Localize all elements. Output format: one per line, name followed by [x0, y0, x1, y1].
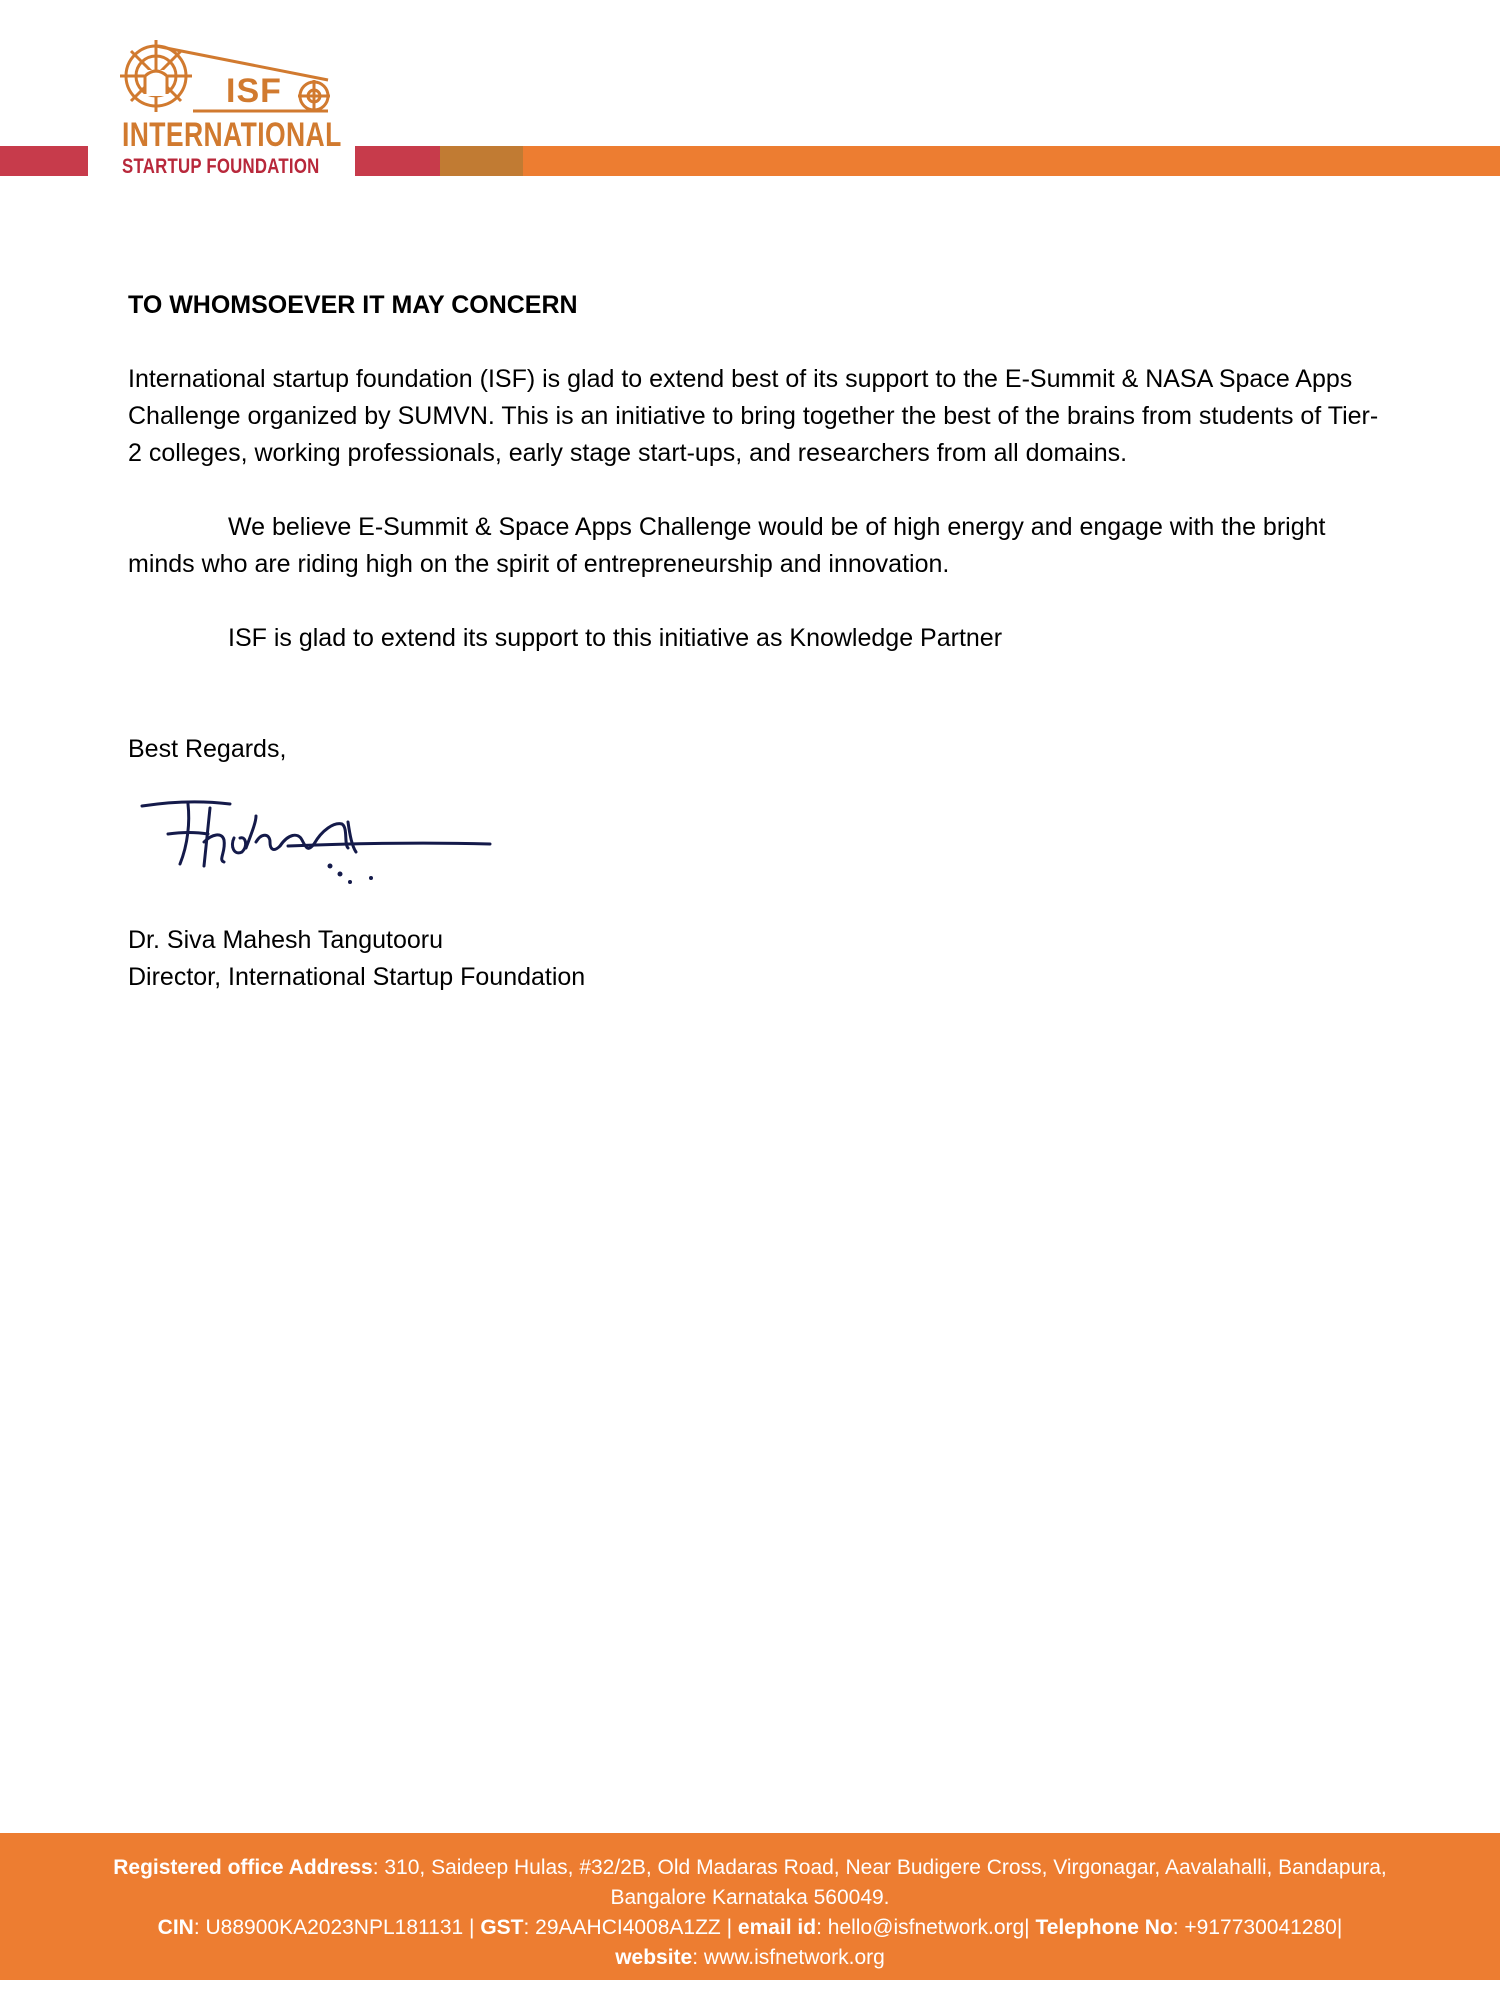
logo-abbreviation: ISF	[226, 72, 282, 110]
telephone-value: +917730041280	[1184, 1916, 1337, 1939]
footer-address-line: Registered office Address: 310, Saideep Hulas, #32/2B, Old Madaras Road, Near Budigere Cross, Virgonagar, Aavalahalli, Bandapura,	[113, 1856, 1387, 1879]
telephone-label: Telephone No	[1035, 1916, 1173, 1939]
address-label: Registered office Address	[113, 1856, 373, 1879]
header-band-bronze	[440, 146, 523, 176]
handwritten-signature	[138, 782, 498, 892]
letter-body	[128, 287, 1388, 996]
footer-website-line: website: www.isfnetwork.org	[615, 1946, 885, 1969]
paragraph-belief: We believe E-Summit & Space Apps Challenge would be of high energy and engage with the bright minds who are riding high on the spirit of entrepreneurship and innovation.	[128, 513, 1326, 578]
header-band-red-right	[355, 146, 440, 176]
footer-registration-line: CIN: U88900KA2023NPL181131 | GST: 29AAHCI4008A1ZZ | email id: hello@isfnetwork.org| Telephone No: +917730041280|	[157, 1916, 1343, 1939]
footer	[0, 1833, 1500, 1980]
logo-wordmark-line2: STARTUP FOUNDATION	[122, 155, 320, 178]
signatory-name: Dr. Siva Mahesh Tangutooru	[128, 926, 444, 954]
cin-value: U88900KA2023NPL181131	[205, 1916, 464, 1939]
email-link[interactable]: hello@isfnetwork.org	[827, 1916, 1025, 1939]
paragraph-intro: International startup foundation (ISF) is glad to extend best of its support to the E-Summit & NASA Space Apps Challenge organized by SUMVN. This is an initiative to bring together the best of the brains from students of Tier-2 colleges, working professionals, early stage start-ups, and researchers from all domains.	[128, 365, 1379, 467]
logo-wordmark-line1: INTERNATIONAL	[122, 116, 342, 154]
address-part2: Bangalore Karnataka 560049.	[610, 1886, 890, 1909]
closing: Best Regards,	[128, 735, 287, 763]
letter-heading: TO WHOMSOEVER IT MAY CONCERN	[128, 291, 578, 319]
address-part1: 310, Saideep Hulas, #32/2B, Old Madaras Road, Near Budigere Cross, Virgonagar, Aavalahalli, Bandapura,	[384, 1856, 1387, 1879]
website-link[interactable]: www.isfnetwork.org	[703, 1946, 885, 1969]
cin-label: CIN	[157, 1916, 194, 1939]
header-band-orange	[523, 146, 1500, 176]
gst-value: 29AAHCI4008A1ZZ	[535, 1916, 721, 1939]
isf-logo	[118, 36, 348, 181]
gst-label: GST	[480, 1916, 524, 1939]
email-label: email id	[737, 1916, 817, 1939]
signatory-title: Director, International Startup Foundation	[128, 963, 586, 991]
website-label: website	[615, 1946, 693, 1969]
paragraph-partnership: ISF is glad to extend its support to this initiative as Knowledge Partner	[228, 624, 1003, 652]
signatory-block	[128, 922, 1388, 996]
header-band-red-left	[0, 146, 88, 176]
